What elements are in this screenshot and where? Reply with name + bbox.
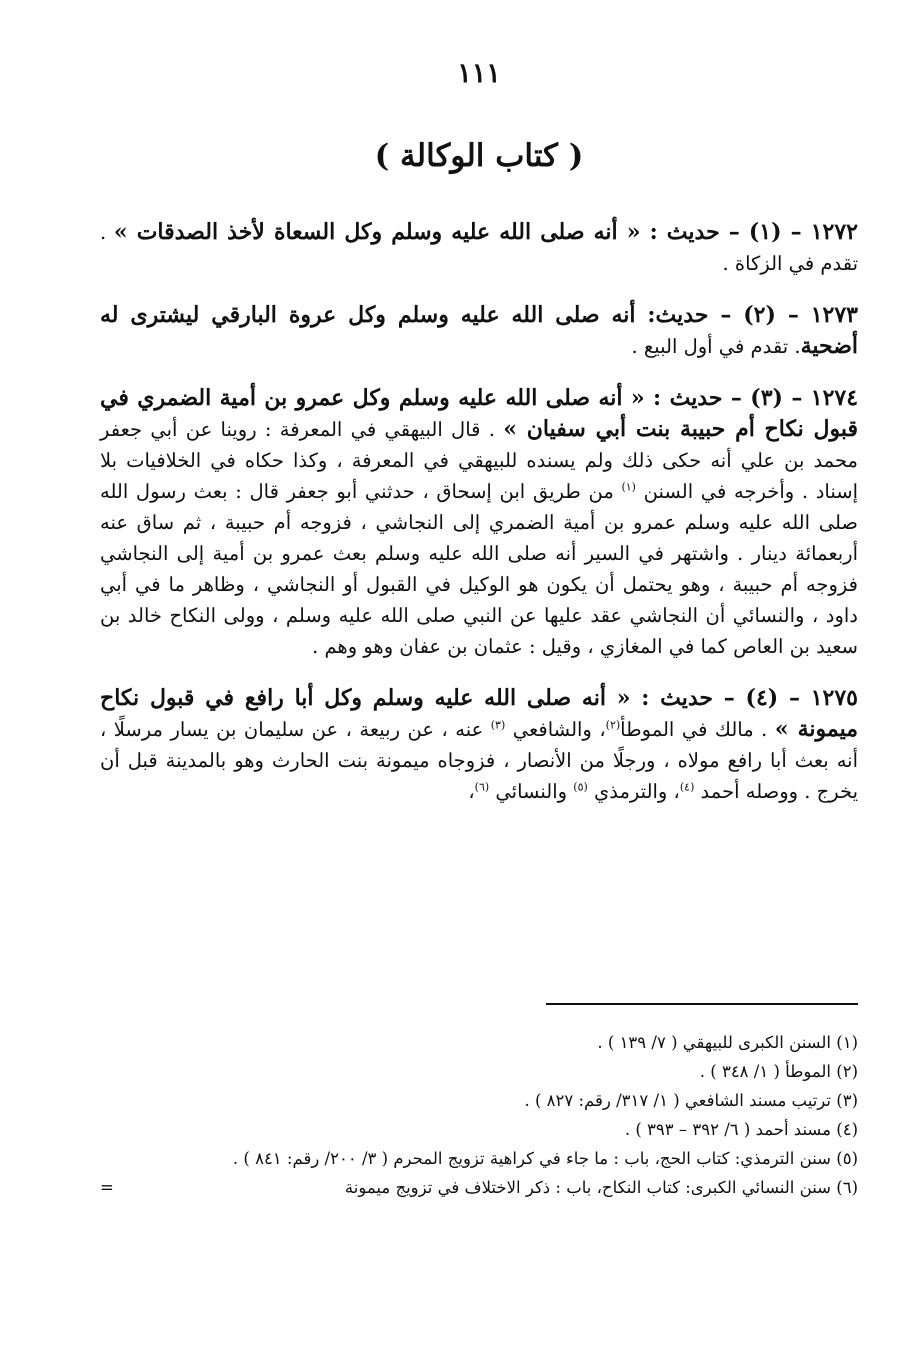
hadith-heading: ١٢٧٤ – (٣) – حديث : « أنه صلى الله عليه وسلم وكل عمرو بن أمية الضمري في قبول نكاح أم حبيبة بنت أبي سفيان » xyxy=(100,385,859,442)
footnote-ref[interactable]: (٤) xyxy=(679,780,695,794)
footnote-6-text: (٦) سنن النسائي الكبرى: كتاب النكاح، باب : ذكر الاختلاف في تزويج ميمونة xyxy=(344,1178,858,1197)
hadith-entry-1272 xyxy=(100,217,858,279)
footnote-5: (٥) سنن الترمذي: كتاب الحج، باب : ما جاء في كراهية تزويج المحرم ( ٣/ ٢٠٠/ رقم: ٨٤١ ) . xyxy=(232,1149,858,1168)
footnote-6 xyxy=(100,1173,858,1202)
footnote-ref[interactable]: (٣) xyxy=(490,718,506,732)
footnotes xyxy=(100,1028,858,1202)
main-text xyxy=(100,217,858,828)
footnote-2: (٢) الموطأ ( ١/ ٣٤٨ ) . xyxy=(699,1062,858,1081)
hadith-commentary: من طريق ابن إسحاق ، حدثني أبو جعفر قال : بعث رسول الله صلى الله عليه وسلم عمرو بن أمية الضمري إلى النجاشي ، فزوجه أم حبيبة ، ثم ساق عنه أربعمائة دينار . واشتهر في السير أنه صلى الله عليه وسلم بعث عمرو بن أمية إلى النجاشي فزوجه أم حبيبة ، وهو يحتمل أن يكون هو الوكيل في القبول أو النجاشي ، وظاهر ما في أبي داود ، والنسائي أن النجاشي عقد عليها عن النبي صلى الله عليه وسلم ، وولى النكاح خالد بن سعيد بن العاص كما في المغازي ، وقيل : عثمان بن عفان وهو وهم . xyxy=(100,480,858,658)
hadith-commentary: ، والترمذي xyxy=(587,780,680,803)
footnote-ref[interactable]: (٦) xyxy=(474,780,490,794)
hadith-commentary: والنسائي xyxy=(489,780,574,803)
footnote-ref[interactable]: (٢) xyxy=(605,718,621,732)
hadith-commentary: عنه ، عن ربيعة ، عن سليمان بن يسار مرسلًا ، أنه بعث أبا رافع مولاه ، ورجلًا من الأنصار ، فزوجاه ميمونة بنت الحارث وهو بالمدينة قبل أن يخرج . ووصله أحمد xyxy=(100,718,858,803)
hadith-commentary: ، والشافعي xyxy=(505,718,606,741)
hadith-commentary: . مالك في الموطأ xyxy=(620,718,775,741)
hadith-commentary: . تقدم في أول البيع . xyxy=(631,335,801,358)
continuation-mark: = xyxy=(100,1178,114,1197)
footnote-ref[interactable]: (١) xyxy=(621,480,636,494)
footnote-4: (٤) مسند أحمد ( ٦/ ٣٩٢ – ٣٩٣ ) . xyxy=(624,1120,858,1139)
page-number: ١١١ xyxy=(457,58,501,89)
hadith-heading: ١٢٧٢ – (١) – حديث : « أنه صلى الله عليه وسلم وكل السعاة لأخذ الصدقات » xyxy=(113,219,858,245)
chapter-title: ( كتاب الوكالة ) xyxy=(374,138,584,174)
hadith-entry-1273 xyxy=(100,300,858,362)
hadith-commentary: ، xyxy=(468,780,475,803)
hadith-heading: ١٢٧٥ – (٤) – حديث : « أنه صلى الله عليه وسلم وكل أبا رافع في قبول نكاح ميمونة » xyxy=(100,685,858,742)
hadith-heading: ١٢٧٣ – (٢) – حديث: أنه صلى الله عليه وسلم وكل عروة البارقي ليشترى له أضحية xyxy=(100,302,858,359)
footnote-3: (٣) ترتيب مسند الشافعي ( ١/ ٣١٧/ رقم: ٨٢٧ ) . xyxy=(524,1091,858,1110)
hadith-commentary: . تقدم في الزكاة . xyxy=(100,221,858,275)
footnote-divider xyxy=(546,1003,858,1005)
hadith-entry-1274 xyxy=(100,383,858,662)
hadith-entry-1275 xyxy=(100,683,858,807)
footnote-ref[interactable]: (٥) xyxy=(573,780,588,794)
hadith-commentary: . قال البيهقي في المعرفة : روينا عن أبي جعفر محمد بن علي أنه حكى ذلك ولم يسنده للبيهقي في المعرفة ، وكذا حكاه في الخلافيات بلا إسناد . وأخرجه في السنن xyxy=(100,418,858,503)
footnote-1: (١) السنن الكبرى للبيهقي ( ٧/ ١٣٩ ) . xyxy=(597,1033,858,1052)
